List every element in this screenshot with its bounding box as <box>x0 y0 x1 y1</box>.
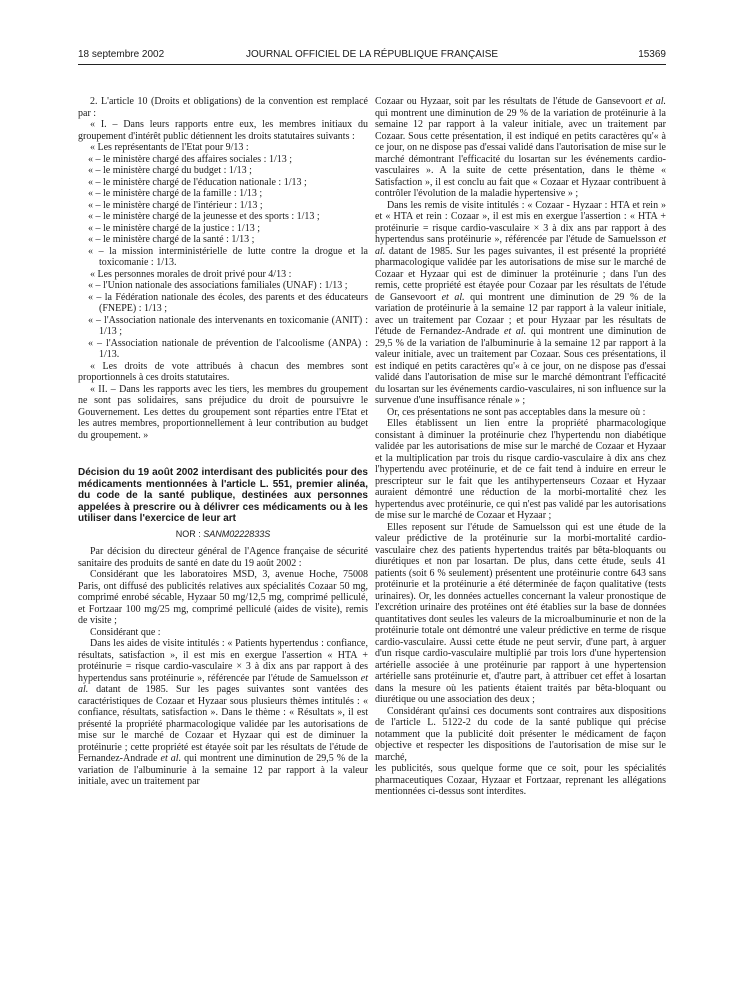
considerant-final: Considérant qu'ainsi ces documents sont contraires aux dispositions de l'article L. 5122-2 du code de la santé publique qui précise notamment que la publicité doit présenter le médicament de façon objective et respecter les dispositions de l'autorisation de mise sur le marché, <box>375 705 666 763</box>
nor-reference <box>78 529 368 541</box>
considerant-que: Considérant que : <box>90 626 161 638</box>
list-item: « – le ministère chargé de la santé : 1/13 ; <box>88 234 255 245</box>
article-section-i: « I. – Dans leurs rapports entre eux, les membres initiaux du groupement d'intérêt public détiennent les droits statutaires suivants : <box>78 119 368 142</box>
etat-heading: « Les représentants de l'Etat pour 9/13 : <box>90 142 249 153</box>
list-item: « – le ministère chargé de l'éducation nationale : 1/13 ; <box>88 176 307 188</box>
nor-label: NOR : <box>175 528 201 539</box>
header-rule <box>78 64 666 65</box>
list-item: « – le ministère chargé du budget : 1/13 ; <box>88 165 252 176</box>
considerant-laboratoires: Considérant que les laboratoires MSD, 3, avenue Hoche, 75008 Paris, ont diffusé des publicités relatives aux spécialités Cozaar 50 mg, comprimé enrobé sécable, Hyzaar 50 mg/12,5 mg, comprimé pelliculé, et Fortzaar 100 mg/25 mg, comprimé pelliculé (aides de visite), remis de visite ; <box>78 569 368 626</box>
list-item: « – le ministère chargé de la famille : 1/13 ; <box>88 188 263 199</box>
page-number: 15369 <box>638 49 666 60</box>
elles-reposent-paragraph: Elles reposent sur l'étude de Samuelsson qui est une étude de la valeur prédictive de la protéinurie sur la morbi-mortalité cardio-vasculaire chez des patients hypertendus traités par bêta-bloquants ou diurétiques et non par losartan. De plus, dans cette étude, seuls 41 patients (soit 6 % seulement) présentent une protéinurie contre 643 sans protéinurie et la protéinurie a été déterminée de façon qualitative (tests urinaires). Or, les données actuelles concernant la valeur pronostique de l'excrétion urinaire des protéines ont été établies sur la base de données quantitatives dont seules les valeurs de la microalbuminurie et non de la protéinurie totale ont démontré une valeur prédictive en terme de risque cardio-vasculaire. Aussi cette étude ne peut servir, d'une part, à arguer d'un risque cardio-vasculaire multiplié par trois lors d'une hypertension artérielle associée à une protéinurie par rapport à une hypertension artérielle sans protéinurie et, d'autre part, à attribuer cet effet à losartan dans la mesure où les patients étaient traités par bêta-bloquant ou diurétique ou une association des deux ; <box>375 521 666 705</box>
voting-rights-paragraph: « Les droits de vote attribués à chacun des membres sont proportionnels à ces droits statutaires. <box>78 360 368 383</box>
aides-de-visite-paragraph: Dans les aides de visite intitulés : « Patients hypertendus : confiance, résultats, satisfaction », il est mis en exergue l'assertion « HTA + protéinurie = risque cardio-vasculaire × 3 à dix ans par rapport à des hypertendus sans protéinurie », référencée par l'étude de Samuelsson et al. datant de 1985. Sur les pages suivantes sont vantées des caractéristiques de Cozaar et Hyzaar sous plusieurs thèmes intitulés : « confiance, résultats, satisfaction ». Dans le thème : « Résultats », il est présenté la propriété pharmacologique validée par les autorisations de mise sur le marché de Cozaar et Hyzaar qui est de diminuer la protéinurie ; cette propriété est étayée soit par les résultats de l'étude de Fernandez-Andrade et al. qui montrent une diminution de 29,5 % de la variation de l'albuminurie à la semaine 12 par rapport à la valeur initiale, avec un traitement par <box>78 638 369 787</box>
elles-etablissent-paragraph: Elles établissent un lien entre la propriété pharmacologique consistant à diminuer la protéinurie chez l'hypertendu non diabétique validée par les autorisations de mise sur le marché de Cozaar et Hyzaar et la multiplication par trois du risque cardio-vasculaire à dix ans chez l'hypertendu avec protéinurie, et de ce fait tend à induire en erreur le prescripteur sur le fait que les antihypertenseurs Cozaar et Hyzaar auraient démontré une réduction de la morbi-mortalité chez les hypertendus avec protéinurie, ce qui n'est pas validé par les autorisations de mise sur le marché de Cozaar et Hyzaar ; <box>375 418 666 521</box>
list-item: « – l'Union nationale des associations familiales (UNAF) : 1/13 ; <box>88 280 348 291</box>
continued-paragraph: Cozaar ou Hyzaar, soit par les résultats de l'étude de Gansevoort et al. qui montrent une diminution de 29 % de la variation de protéinurie à la semaine 12 par rapport à la valeur initiale, avec un traitement par Cozaar. Sous cette présentation, il est indiqué en petits caractères qu'« à ce jour, on ne dispose pas d'essai validé dans l'autorisation de mise sur le marché démontrant l'efficacité du losartan sur les événements cardio-vasculaires ». A la suite de cette présentation, dans le thème « Satisfaction », il est conclu au fait que « Cozaar et Hyzaar contribuent à contrôler l'évolution de la maladie hypertensive » ; <box>375 96 666 199</box>
interdiction-paragraph: les publicités, sous quelque forme que ce soit, pour les spécialités pharmaceutiques Cozaar, Hyzaar et Fortzaar, reprenant les allégations mentionnées ci-dessus sont interdites. <box>375 763 666 797</box>
prive-heading: « Les personnes morales de droit privé pour 4/13 : <box>90 268 292 280</box>
journal-title: JOURNAL OFFICIEL DE LA RÉPUBLIQUE FRANÇAISE <box>245 49 499 60</box>
list-item: « – le ministère chargé de la jeunesse et des sports : 1/13 ; <box>88 211 320 222</box>
nor-code: SANM0222833S <box>203 528 271 539</box>
right-column <box>375 96 666 798</box>
left-column <box>78 96 368 788</box>
list-item: « – le ministère chargé des affaires sociales : 1/13 ; <box>88 153 293 165</box>
decision-title: Décision du 19 août 2002 interdisant des publicités pour des médicaments mentionnées à l'article L. 551, premier alinéa, du code de la santé publique, destinées aux personnes appelées à prescrire ou à délivrer ces médicaments ou à les utiliser dans l'exercice de leur art <box>78 467 368 524</box>
remis-de-visite-paragraph: Dans les remis de visite intitulés : « Cozaar - Hyzaar : HTA et rein » et « HTA et rein : Cozaar », il est mis en exergue l'assertion : « HTA + protéinurie = risque cardio-vasculaire × 3 à dix ans par rapport à des hypertendus sans protéinurie », référencée par l'étude de Samuelsson et al. datant de 1985. Sur les pages suivantes, il est présenté la propriété pharmacologique validée par les autorisations de mise sur le marché de Cozaar et Hyzaar qui est de diminuer la protéinurie ; dans l'un des remis, cette propriété est étayée pour Cozaar par les résultats de l'étude de Gansevoort et al. qui montrent une diminution de 29 % de la variation de protéinurie à la semaine 12 par rapport à la valeur initiale, avec un traitement par Cozaar ; et pour Hyzaar par les résultats de l'étude de Fernandez-Andrade et al. qui montrent une diminution de 29,5 % de la variation de l'albuminurie à la semaine 12 par rapport à la valeur initiale, avec un traitement par Cozaar. Sous ces présentations, il est indiqué en petits caractères qu'« à ce jour, on ne dispose pas d'essai validé dans l'autorisation de mise sur le marché démontrant l'efficacité du losartan sur les événements cardio-vasculaires, ni son influence sur la survenue d'une insuffisance rénale » ; <box>375 199 666 406</box>
list-item: « – la Fédération nationale des écoles, des parents et des éducateurs (FNEPE) : 1/13 ; <box>88 291 368 314</box>
decision-intro: Par décision du directeur général de l'Agence française de sécurité sanitaire des produits de santé en date du 19 août 2002 : <box>78 546 368 569</box>
list-item: « – le ministère chargé de la justice : 1/13 ; <box>88 222 260 234</box>
article-intro: 2. L'article 10 (Droits et obligations) de la convention est remplacé par : <box>78 96 368 119</box>
list-item: « – la mission interministérielle de lutte contre la drogue et la toxicomanie : 1/13. <box>88 245 368 268</box>
or-ces-presentations: Or, ces présentations ne sont pas acceptables dans la mesure où : <box>387 406 646 418</box>
page-header <box>78 49 666 65</box>
list-item: « – l'Association nationale de prévention de l'alcoolisme (ANPA) : 1/13. <box>88 337 368 360</box>
list-item: « – le ministère chargé de l'intérieur : 1/13 ; <box>88 199 263 211</box>
article-section-ii: « II. – Dans les rapports avec les tiers, les membres du groupement ne sont pas solidaires, sans préjudice du droit de poursuivre le Gouvernement. Les dettes du groupement sont réparties entre l'Etat et les autres membres, proportionnellement à leur contribution au budget du groupement. » <box>78 383 368 441</box>
publication-date: 18 septembre 2002 <box>78 49 165 60</box>
list-item: « – l'Association nationale des intervenants en toxicomanie (ANIT) : 1/13 ; <box>88 314 368 337</box>
